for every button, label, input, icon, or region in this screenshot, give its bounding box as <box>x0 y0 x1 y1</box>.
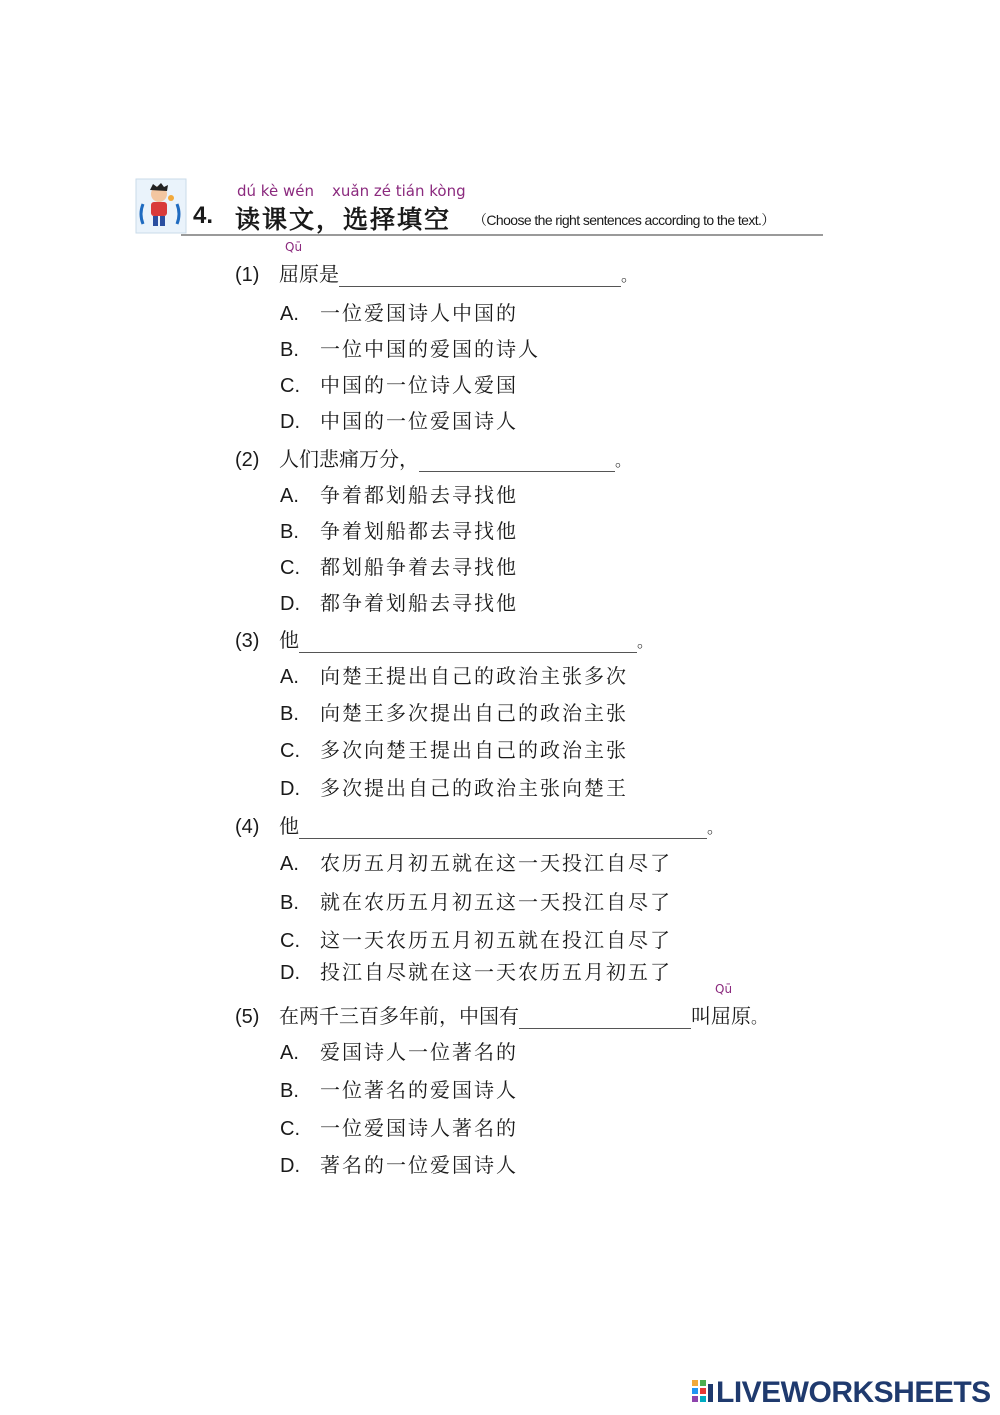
question-1 <box>235 240 638 287</box>
question-text: 人们悲痛万分， <box>279 447 419 471</box>
pinyin-part: dú kè wén <box>237 182 314 200</box>
option-letter: B. <box>280 521 299 543</box>
option-letter: C. <box>280 930 300 952</box>
option-text: 争着划船都去寻找他 <box>320 519 518 543</box>
question-text: 他 <box>279 814 299 838</box>
section-header <box>135 178 823 238</box>
liveworksheets-logo-icon <box>692 1380 714 1406</box>
header-divider <box>181 234 823 236</box>
option-letter: C. <box>280 557 300 579</box>
question-4 <box>235 810 723 839</box>
option-letter: C. <box>280 375 300 397</box>
question-number: (4) <box>235 816 260 838</box>
option[interactable] <box>280 1112 518 1141</box>
answer-blank[interactable] <box>299 816 707 839</box>
option[interactable] <box>280 551 518 580</box>
option-letter: D. <box>280 411 300 433</box>
option-letter: B. <box>280 1080 299 1102</box>
section-title: 读课文，选择填空 <box>235 205 452 234</box>
option-letter: B. <box>280 339 299 361</box>
option[interactable] <box>280 660 628 689</box>
option-text: 多次向楚王提出自己的政治主张 <box>320 738 628 762</box>
option-text: 这一天农历五月初五就在投江自尽了 <box>320 928 672 952</box>
option[interactable] <box>280 847 672 876</box>
option-text: 中国的一位爱国诗人 <box>320 409 518 433</box>
question-number: (3) <box>235 630 260 652</box>
question-text: 屈原 <box>711 1004 751 1028</box>
option-text: 一位中国的爱国的诗人 <box>320 337 540 361</box>
option-letter: A. <box>280 666 299 688</box>
option-letter: B. <box>280 892 299 914</box>
option[interactable] <box>280 333 540 362</box>
option[interactable] <box>280 734 628 763</box>
option[interactable] <box>280 1074 518 1103</box>
question-name <box>711 982 751 1029</box>
option-letter: A. <box>280 485 299 507</box>
option-letter: D. <box>280 1155 300 1177</box>
question-number: (2) <box>235 449 260 471</box>
question-2 <box>235 443 631 472</box>
end-punct: 。 <box>621 266 638 285</box>
option-letter: D. <box>280 778 300 800</box>
option-letter: B. <box>280 703 299 725</box>
option-text: 向楚王提出自己的政治主张多次 <box>320 664 628 688</box>
option[interactable] <box>280 956 672 985</box>
end-punct: 。 <box>637 632 654 651</box>
option-text: 都划船争着去寻找他 <box>320 555 518 579</box>
question-3 <box>235 624 653 653</box>
answer-blank[interactable] <box>299 630 637 653</box>
option-text: 就在农历五月初五这一天投江自尽了 <box>320 890 672 914</box>
option-letter: C. <box>280 740 300 762</box>
option-text: 农历五月初五就在这一天投江自尽了 <box>320 851 672 875</box>
question-suffix: 叫 <box>691 1004 711 1028</box>
brand-name: LIVEWORKSHEETS <box>716 1376 991 1409</box>
option-text: 一位爱国诗人中国的 <box>320 301 518 325</box>
option[interactable] <box>280 405 518 434</box>
option-letter: A. <box>280 303 299 325</box>
pinyin-part: xuǎn zé tián kòng <box>332 182 466 200</box>
question-5 <box>235 982 768 1029</box>
option[interactable] <box>280 1149 518 1178</box>
option-letter: D. <box>280 593 300 615</box>
section-subtitle: （Choose the right sentences according to the text.） <box>473 212 775 228</box>
question-number: (1) <box>235 264 260 286</box>
option-text: 一位著名的爱国诗人 <box>320 1078 518 1102</box>
option-text: 多次提出自己的政治主张向楚王 <box>320 776 628 800</box>
section-number: 4. <box>193 202 214 229</box>
end-punct: 。 <box>615 451 632 470</box>
option[interactable] <box>280 587 518 616</box>
option-text: 中国的一位诗人爱国 <box>320 373 518 397</box>
pinyin-annotation: Qū <box>285 240 303 254</box>
option[interactable] <box>280 772 628 801</box>
option-letter: A. <box>280 853 299 875</box>
option[interactable] <box>280 1036 518 1065</box>
option-text: 爱国诗人一位著名的 <box>320 1040 518 1064</box>
option-letter: A. <box>280 1042 299 1064</box>
option[interactable] <box>280 515 518 544</box>
question-text: 在两千三百多年前，中国有 <box>279 1004 519 1028</box>
student-icon <box>135 178 187 234</box>
option-text: 著名的一位爱国诗人 <box>320 1153 518 1177</box>
option[interactable] <box>280 479 518 508</box>
answer-blank[interactable] <box>519 1006 691 1029</box>
option[interactable] <box>280 886 672 915</box>
end-punct: 。 <box>707 818 724 837</box>
pinyin-annotation: Qū <box>715 982 733 996</box>
option-text: 一位爱国诗人著名的 <box>320 1116 518 1140</box>
option-letter: D. <box>280 962 300 984</box>
answer-blank[interactable] <box>419 449 615 472</box>
option-text: 都争着划船去寻找他 <box>320 591 518 615</box>
option-letter: C. <box>280 1118 300 1140</box>
question-number: (5) <box>235 1006 260 1028</box>
option[interactable] <box>280 297 518 326</box>
option-text: 投江自尽就在这一天农历五月初五了 <box>320 960 672 984</box>
answer-blank[interactable] <box>339 264 621 287</box>
footer <box>692 1376 992 1410</box>
end-punct: 。 <box>751 1008 768 1027</box>
question-prefix <box>279 240 339 287</box>
option-text: 争着都划船去寻找他 <box>320 483 518 507</box>
option[interactable] <box>280 697 628 726</box>
option[interactable] <box>280 369 518 398</box>
question-text: 他 <box>279 628 299 652</box>
option[interactable] <box>280 924 672 953</box>
option-text: 向楚王多次提出自己的政治主张 <box>320 701 628 725</box>
question-text: 屈原是 <box>279 262 339 286</box>
